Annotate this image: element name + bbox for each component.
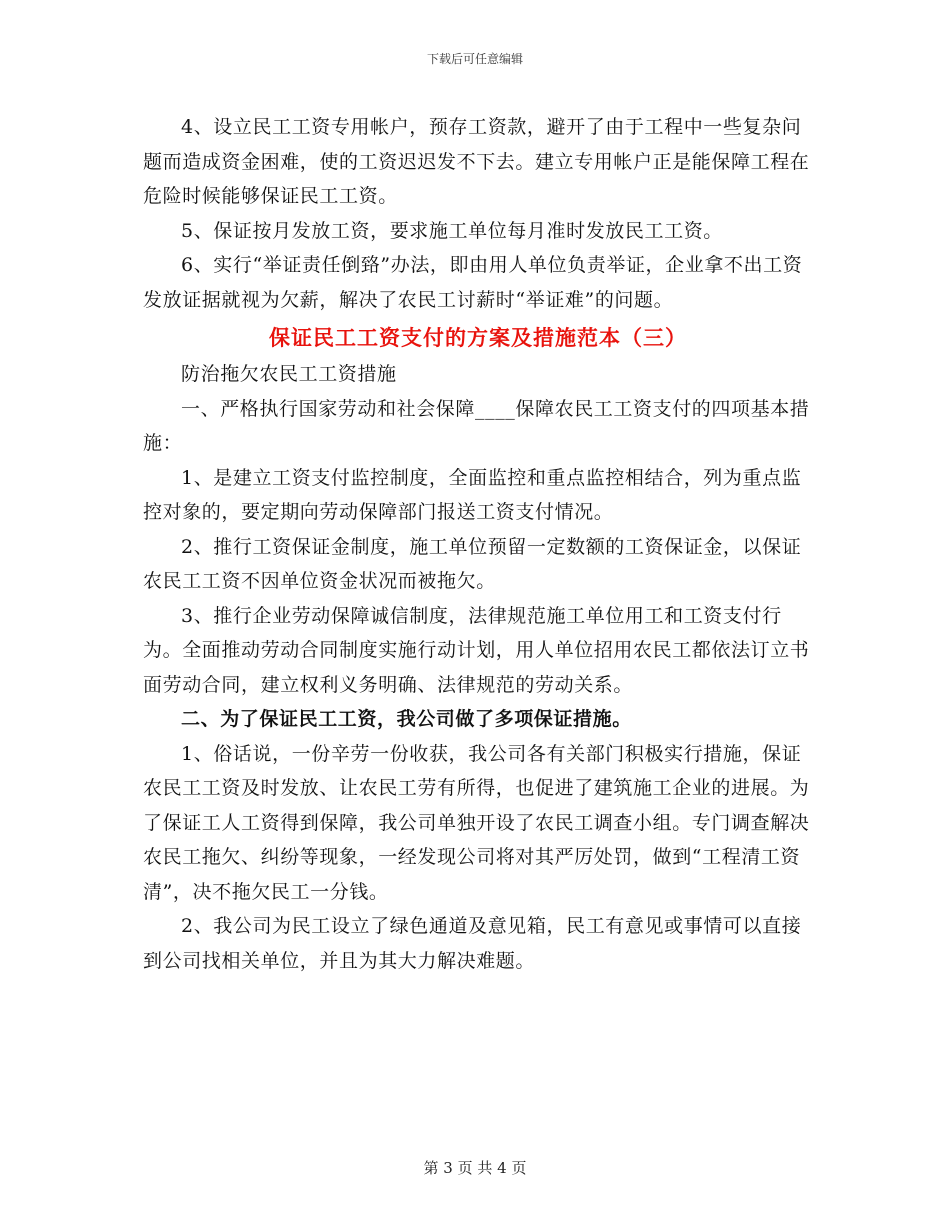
page-header: 下载后可任意编辑 [426,52,523,66]
paragraph: 5、保证按月发放工资，要求施工单位每月准时发放民工工资。 [181,219,723,242]
paragraph: 2、我公司为民工设立了绿色通道及意见箱，民工有意见或事情可以直接到公司找相关单位，并且为其大力解决难题。 [143,915,802,972]
document-body [143,110,813,978]
paragraph: 1、是建立工资支付监控制度，全面监控和重点监控相结合，列为重点监控对象的，要定期向劳动保障部门报送工资支付情况。 [143,466,802,523]
paragraph: 4、设立民工工资专用帐户，预存工资款，避开了由于工程中一些复杂问题而造成资金困难，使的工资迟迟发不下去。建立专用帐户正是能保障工程在危险时候能够保证民工工资。 [143,116,810,207]
paragraph: 3、推行企业劳动保障诚信制度，法律规范施工单位用工和工资支付行为。全面推动劳动合同制度实施行动计划，用人单位招用农民工都依法订立书面劳动合同，建立权利义务明确、法律规范的劳动关系。 [143,604,810,696]
paragraph: 一、严格执行国家劳动和社会保障____保障农民工工资支付的四项基本措施： [143,397,810,454]
paragraph: 防治拖欠农民工工资措施 [181,363,397,385]
paragraph: 1、俗话说，一份辛劳一份收获，我公司各有关部门积极实行措施，保证农民工工资及时发放、让农民工劳有所得，也促进了建筑施工企业的进展。为了保证工人工资得到保障，我公司单独开设了农民工调查小组。专门调查解决农民工拖欠、纠纷等现象，一经发现公司将对其严厉处罚，做到“工程清工资清”，决不拖欠民工一分钱。 [143,742,810,903]
page-number: 第 3 页 共 4 页 [423,1159,527,1177]
subsection-heading: 二、为了保证民工工资，我公司做了多项保证措施。 [181,708,632,730]
section-title: 保证民工工资支付的方案及措施范本（三） [269,325,687,350]
paragraph: 2、推行工资保证金制度，施工单位预留一定数额的工资保证金，以保证农民工工资不因单位资金状况而被拖欠。 [143,535,802,592]
paragraph: 6、实行“举证责任倒臵”办法，即由用人单位负责举证，企业拿不出工资发放证据就视为欠薪，解决了农民工讨薪时“举证难”的问题。 [143,254,803,311]
